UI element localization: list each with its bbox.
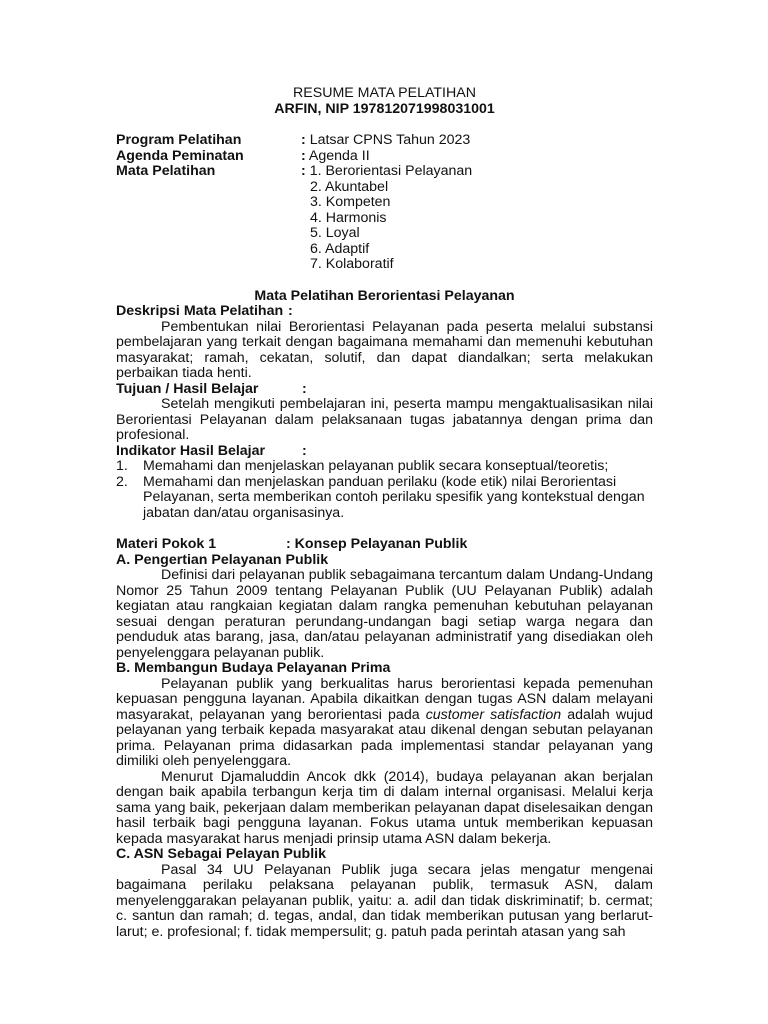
list-number: 1. xyxy=(116,458,128,474)
list-item: 7. Kolaboratif xyxy=(310,256,394,272)
list-text: Memahami dan menjelaskan panduan perilaku (kode etik) nilai Berorientasi Pelayanan, serta memberikan contoh perilaku spesifik yang kontekstual dengan jabatan dan/atau organisasinya. xyxy=(143,473,645,521)
meta-row-program xyxy=(116,133,653,149)
colon: : xyxy=(301,147,306,164)
list-item: 6. Adaptif xyxy=(310,240,370,257)
deskripsi-heading: Deskripsi Mata Pelatihan xyxy=(116,303,284,319)
list-text: Memahami dan menjelaskan pelayanan publik secara konseptual/teoretis; xyxy=(143,458,609,474)
section-b-heading: B. Membangun Budaya Pelayanan Prima xyxy=(116,660,391,676)
indikator-heading-row xyxy=(116,444,653,460)
deskripsi-text: Pembentukan nilai Berorientasi Pelayanan pada peserta melalui substansi pembelajaran yang terkait dengan bagaimana memahami dan memenuhi kebutuhan masyarakat; ramah, cekatan, solutif, dan dapat diandalkan; serta melakukan perbaikan tiada henti. xyxy=(116,318,653,381)
list-item: 3. Kompeten xyxy=(310,194,391,210)
colon: : xyxy=(302,380,307,397)
meta-value: 1. Berorientasi Pelayanan xyxy=(309,163,473,179)
list-number: 2. xyxy=(116,473,128,490)
section-c-text: Pasal 34 UU Pelayanan Publik juga secara jelas mengatur mengenai bagaimana perilaku pelaksana pelayanan publik, termasuk ASN, dalam menyelenggarakan pelayanan publik, yaitu: a. adil dan tidak diskriminatif; b. cermat; c. santun dan ramah; d. tegas, andal, dan tidak memberikan putusan yang berlarut-larut; e. profesional; f. tidak mempersulit; g. patuh pada perintah atasan yang sah xyxy=(116,861,653,940)
document-page xyxy=(116,86,653,940)
colon: : xyxy=(301,132,306,148)
section-title: Mata Pelatihan Berorientasi Pelayanan xyxy=(254,287,515,304)
section-a-heading: A. Pengertian Pelayanan Publik xyxy=(116,551,329,568)
meta-row-mata-pelatihan xyxy=(116,164,653,180)
text-run: Pelayanan publik yang berkualitas harus berorientasi kepada pemenuhan kepuasan pengguna layanan. Apabila dikaitkan dengan tugas ASN dalam melayani masyarakat, pelayanan yang berorientasi pada xyxy=(116,675,653,723)
tujuan-heading-row xyxy=(116,382,653,398)
meta-key: Program Pelatihan xyxy=(116,132,242,148)
deskripsi-heading-row xyxy=(116,304,653,320)
colon: : xyxy=(302,442,307,459)
tujuan-text: Setelah mengikuti pembelajaran ini, peserta mampu mengaktualisasikan nilai Berorientasi Pelayanan dalam pelaksanaan tugas jabatannya dengan prima dan profesional. xyxy=(116,396,653,443)
materi-row xyxy=(116,537,653,553)
list-item: 2. Akuntabel xyxy=(310,178,389,195)
list-item xyxy=(116,459,653,475)
meta-key: Agenda Peminatan xyxy=(116,147,244,164)
colon: : xyxy=(288,303,293,319)
emphasis-text: customer satisfaction xyxy=(425,706,562,723)
section-b-paragraph-2: Menurut Djamaluddin Ancok dkk (2014), budaya pelayanan akan berjalan dengan baik apabila terbangun kerja tim di dalam internal organisasi. Melalui kerja sama yang baik, pekerjaan dalam memberikan pelayanan dapat diselesaikan dengan hasil terbaik bagi pengguna layanan. Fokus utama untuk memberikan kepuasan kepada masyarakat harus menjadi prinsip utama ASN dalam bekerja. xyxy=(116,768,653,847)
section-a-text: Definisi dari pelayanan publik sebagaimana tercantum dalam Undang-Undang Nomor 25 Tahun 2009 tentang Pelayanan Publik (UU Pelayanan Publik) adalah kegiatan atau rangkaian kegiatan dalam rangka pemenuhan kebutuhan pelayanan sesuai dengan peraturan perundang-undangan bagi setiap warga negara dan penduduk atas barang, jasa, dan/atau pelayanan administratif yang disediakan oleh penyelenggara pelayanan publik. xyxy=(116,567,653,661)
list-item: 5. Loyal xyxy=(310,225,360,241)
meta-value: Agenda II xyxy=(308,147,370,164)
meta-value: Latsar CPNS Tahun 2023 xyxy=(309,132,471,148)
meta-row-agenda xyxy=(116,149,653,165)
author-line: ARFIN, NIP 197812071998031001 xyxy=(274,100,495,117)
list-item: 4. Harmonis xyxy=(310,209,387,226)
tujuan-heading: Tujuan / Hasil Belajar xyxy=(116,380,259,397)
colon: : xyxy=(301,163,306,179)
materi-key: Materi Pokok 1 xyxy=(116,536,217,552)
indikator-heading: Indikator Hasil Belajar xyxy=(116,442,266,459)
materi-value: : Konsep Pelayanan Publik xyxy=(286,536,468,552)
list-item xyxy=(116,475,653,522)
meta-key: Mata Pelatihan xyxy=(116,163,216,179)
document-title: RESUME MATA PELATIHAN xyxy=(293,85,476,101)
text-run: adalah wujud pelayanan yang terbaik kepada masyarakat atau dikenal dengan sebutan pelayanan prima. Pelayanan prima didasarkan pada implementasi standar pelayanan yang dimiliki oleh penyelenggara. xyxy=(116,706,653,769)
section-c-heading: C. ASN Sebagai Pelayan Publik xyxy=(116,846,326,862)
section-b-paragraph-1 xyxy=(116,677,653,770)
